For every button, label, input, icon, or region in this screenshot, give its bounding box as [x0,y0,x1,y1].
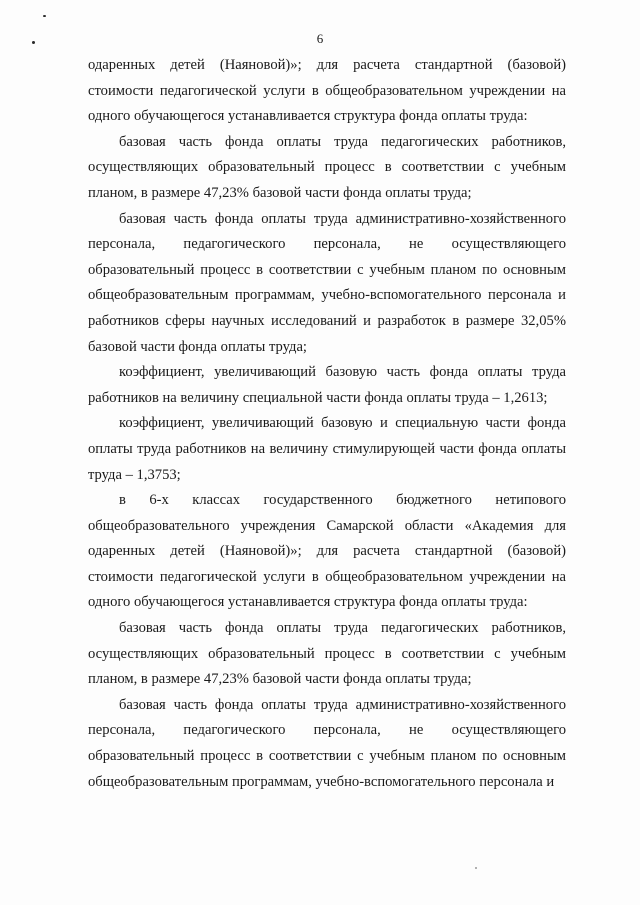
paragraph: базовая часть фонда оплаты труда административно-хозяйственного персонала, педагогического персонала, не осуществляющего образовательный процесс в соответствии с учебным планом по основным общеобразовательным программам, учебно-вспомогательного персонала и работников сферы научных исследований и разработок в размере 32,05% базовой части фонда оплаты труда; [88,210,566,355]
paragraph: в 6-х классах государственного бюджетного нетипового общеобразовательного учреждения Самарской области «Академия для одаренных детей (Наяновой)»; для расчета стандартной (базовой) стоимости педагогической услуги в общеобразовательном учреждении на одного обучающегося устанавливается структура фонда оплаты труда: [88,492,566,611]
scan-speck [475,867,477,869]
paragraph: базовая часть фонда оплаты труда педагогических работников, осуществляющих образовательный процесс в соответствии с учебным планом, в размере 47,23% базовой части фонда оплаты труда; [88,133,566,201]
paragraph: одаренных детей (Наяновой)»; для расчета стандартной (базовой) стоимости педагогической услуги в общеобразовательном учреждении на одного обучающегося устанавливается структура фонда оплаты труда: [88,57,566,125]
page-number: 6 [316,31,324,46]
scan-speck [43,15,46,17]
paragraph: базовая часть фонда оплаты труда административно-хозяйственного персонала, педагогического персонала, не осуществляющего образовательный процесс в соответствии с учебным планом по основным общеобразовательным программам, учебно-вспомогательного персонала и [88,696,566,790]
paragraph: коэффициент, увеличивающий базовую и специальную части фонда оплаты труда работников на величину стимулирующей части фонда оплаты труда – 1,3753; [88,415,566,483]
paragraph: коэффициент, увеличивающий базовую часть фонда оплаты труда работников на величину специальной части фонда оплаты труда – 1,2613; [88,364,566,406]
document-body [88,53,566,795]
paragraph: базовая часть фонда оплаты труда педагогических работников, осуществляющих образовательный процесс в соответствии с учебным планом, в размере 47,23% базовой части фонда оплаты труда; [88,620,566,688]
